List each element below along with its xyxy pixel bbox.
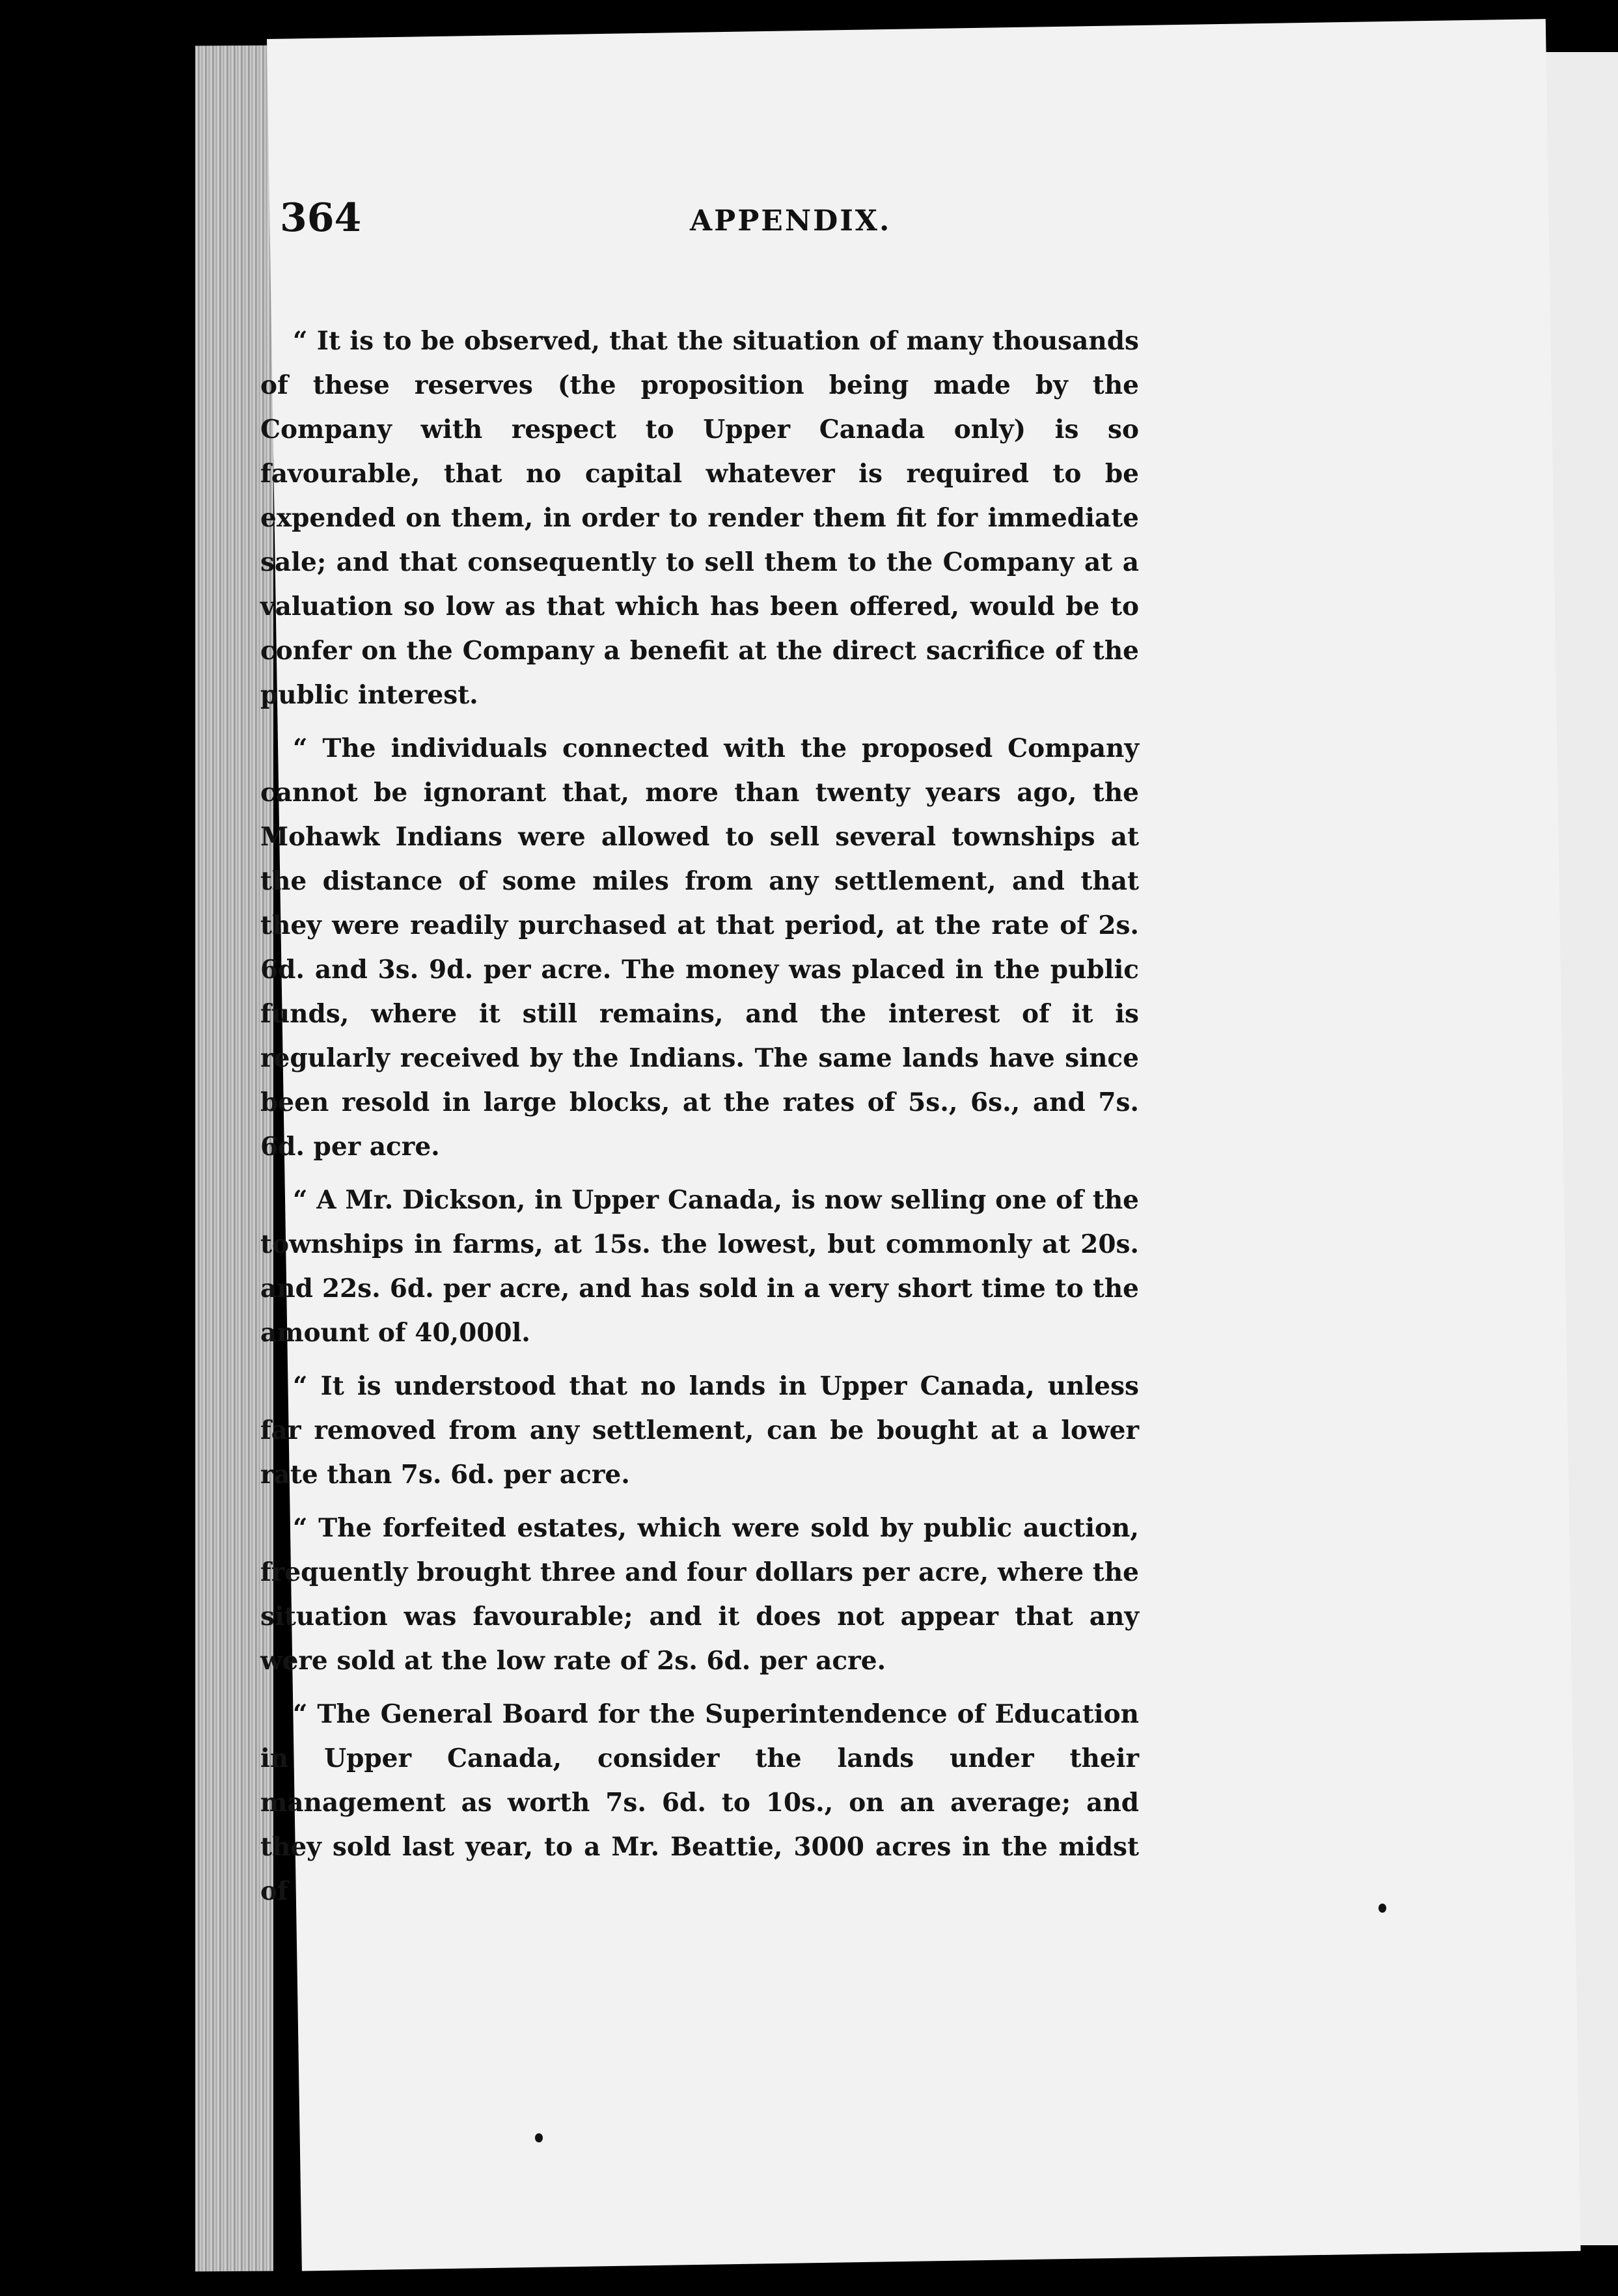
ink-speck [535, 2133, 543, 2142]
page-header [280, 195, 1191, 273]
paragraph: “ The General Board for the Superintendence of Education in Upper Canada, consider the lands under their management as worth 7s. 6d. to 10s., on an average; and they sold last year, to a Mr. Beattie, 3000 acres in the midst of [260, 1699, 1139, 1906]
paragraph: “ It is understood that no lands in Upper Canada, unless far removed from any settlement, can be bought at a lower rate than 7s. 6d. per acre. [260, 1371, 1139, 1490]
body-text [260, 319, 1139, 1922]
page-number: 364 [280, 195, 362, 241]
running-head: APPENDIX. [690, 204, 892, 238]
paragraph: “ The forfeited estates, which were sold by public auction, frequently brought three and four dollars per acre, where the situation was favourable; and it does not appear that any were sold at the low rate of 2s. 6d. per acre. [260, 1513, 1139, 1676]
paragraph: “ It is to be observed, that the situation of many thousands of these reserves (the proposition being made by the Company with respect to Upper Canada only) is so favourable, that no capital whatever is required to be expended on them, in order to render them fit for immediate sale; and that consequently to sell them to the Company at a valuation so low as that which has been offered, would be to confer on the Company a benefit at the direct sacrifice of the public interest. [260, 326, 1139, 710]
paragraph: “ The individuals connected with the proposed Company cannot be ignorant that, more than twenty years ago, the Mohawk Indians were allowed to sell several townships at the distance of some miles from any settlement, and that they were readily purchased at that period, at the rate of 2s. 6d. and 3s. 9d. per acre. The money was placed in the public funds, where it still remains, and the interest of it is regularly received by the Indians. The same lands have since been resold in large blocks, at the rates of 5s., 6s., and 7s. 6d. per acre. [260, 733, 1139, 1162]
paragraph: “ A Mr. Dickson, in Upper Canada, is now selling one of the townships in farms, at 15s. the lowest, but commonly at 20s. and 22s. 6d. per acre, and has sold in a very short time to the amount of 40,000l. [260, 1185, 1139, 1348]
ink-speck [1378, 1904, 1386, 1913]
